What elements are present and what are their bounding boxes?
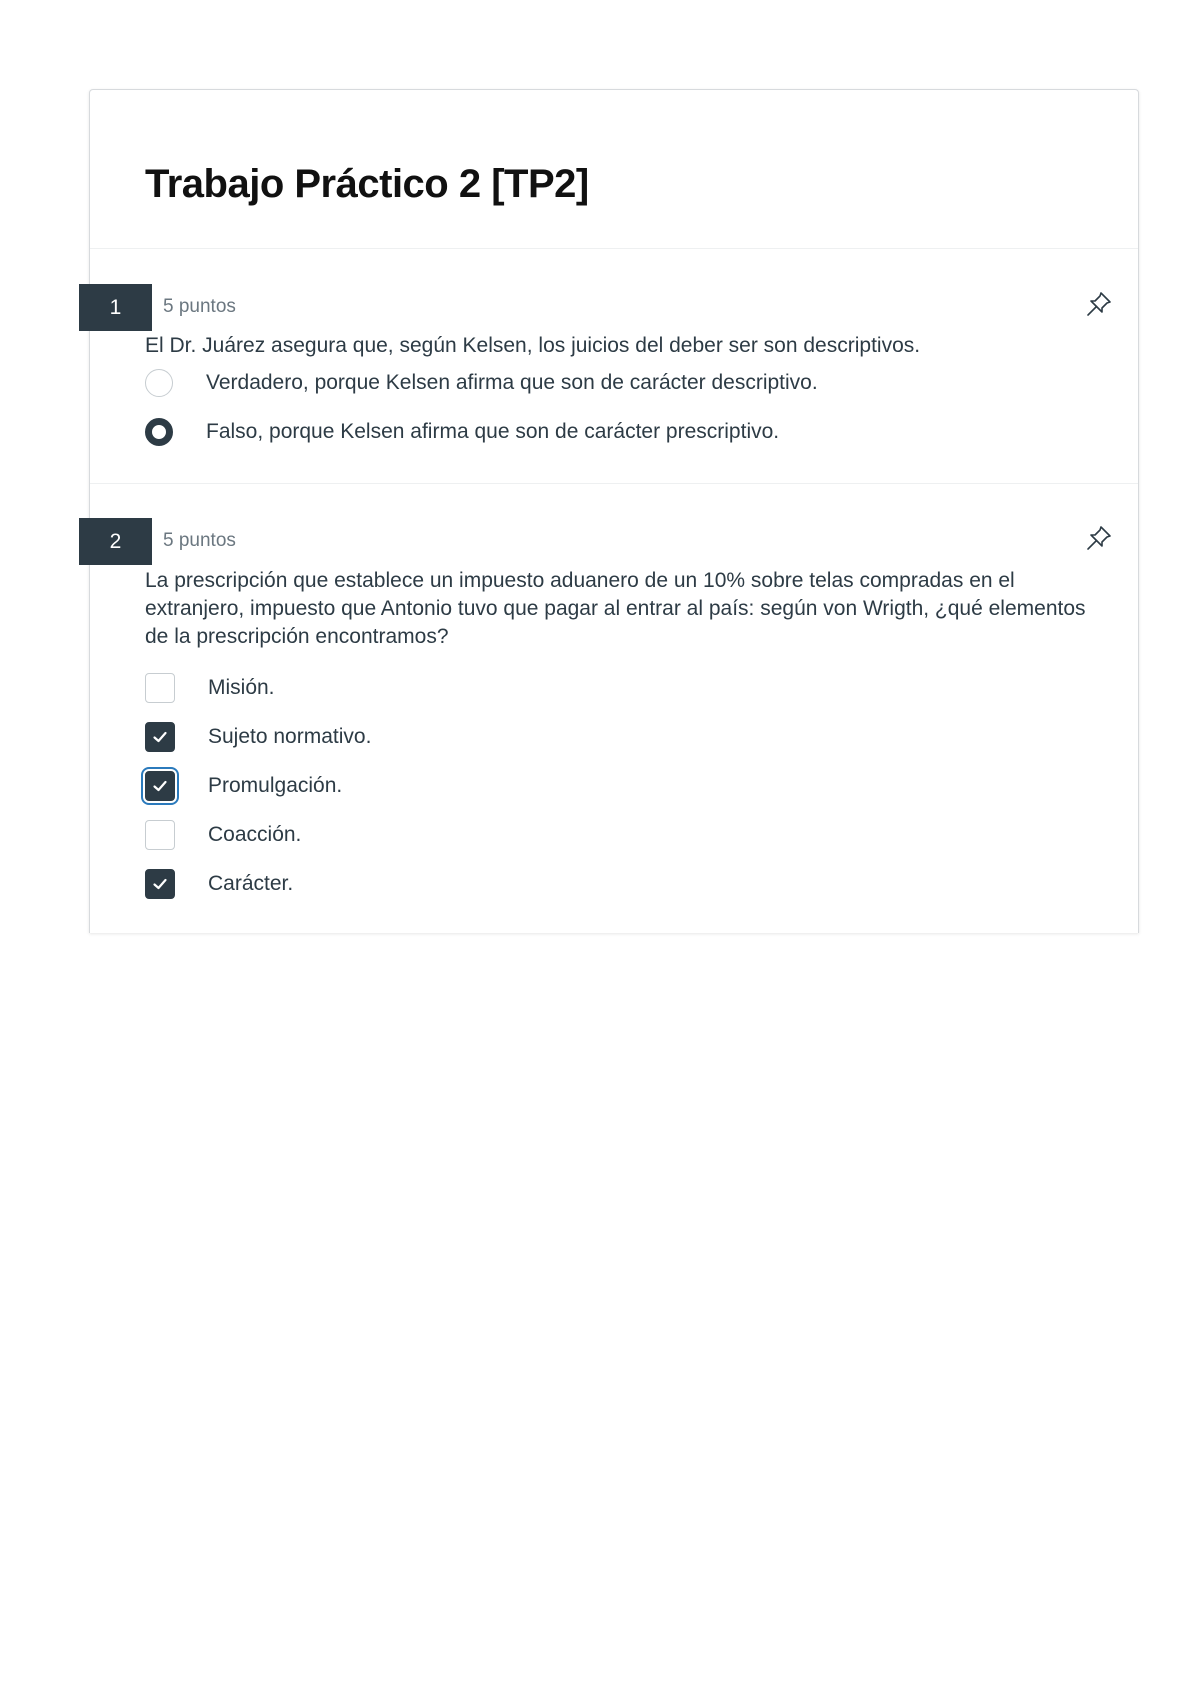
question-points: 5 puntos <box>163 530 236 551</box>
answer-option[interactable] <box>145 769 342 803</box>
radio-button-selected[interactable] <box>145 418 173 446</box>
checkbox[interactable] <box>145 820 175 850</box>
answer-option[interactable] <box>145 671 275 705</box>
answer-label: Misión. <box>208 676 275 699</box>
answer-label: Promulgación. <box>208 774 343 797</box>
answer-label: Carácter. <box>208 872 294 895</box>
answer-label: Verdadero, porque Kelsen afirma que son de carácter descriptivo. <box>206 371 818 394</box>
question-text: La prescripción que establece un impuesto aduanero de un 10% sobre telas compradas en el extranjero, impuesto que Antonio tuvo que pagar al entrar al país: según von Wrigth, ¿qué elementos de la prescripción encontramos? <box>145 569 1086 648</box>
checkbox-checked[interactable] <box>145 722 175 752</box>
answer-option-selected[interactable] <box>145 415 779 449</box>
answer-option[interactable] <box>145 720 371 754</box>
header-divider <box>90 248 1138 249</box>
question-divider <box>90 483 1138 484</box>
question-number: 1 <box>79 284 152 331</box>
answer-option[interactable] <box>145 818 301 852</box>
check-icon <box>151 875 169 893</box>
checkbox-checked[interactable] <box>145 869 175 899</box>
pin-icon[interactable] <box>1084 523 1114 553</box>
question-text: El Dr. Juárez asegura que, según Kelsen, los juicios del deber ser son descriptivos. <box>145 334 921 357</box>
answer-label: Coacción. <box>208 823 302 846</box>
answer-option[interactable] <box>145 867 293 901</box>
answer-label: Falso, porque Kelsen afirma que son de carácter prescriptivo. <box>206 420 780 443</box>
question-points: 5 puntos <box>163 296 236 317</box>
quiz-card <box>89 89 1139 933</box>
check-icon <box>151 728 169 746</box>
radio-button[interactable] <box>145 369 173 397</box>
checkbox[interactable] <box>145 673 175 703</box>
question-number: 2 <box>79 518 152 565</box>
check-icon <box>151 777 169 795</box>
pin-icon[interactable] <box>1084 289 1114 319</box>
answer-label: Sujeto normativo. <box>208 725 372 748</box>
quiz-title: Trabajo Práctico 2 [TP2] <box>145 162 589 206</box>
answer-option[interactable] <box>145 366 818 400</box>
checkbox-checked-focused[interactable] <box>145 771 175 801</box>
